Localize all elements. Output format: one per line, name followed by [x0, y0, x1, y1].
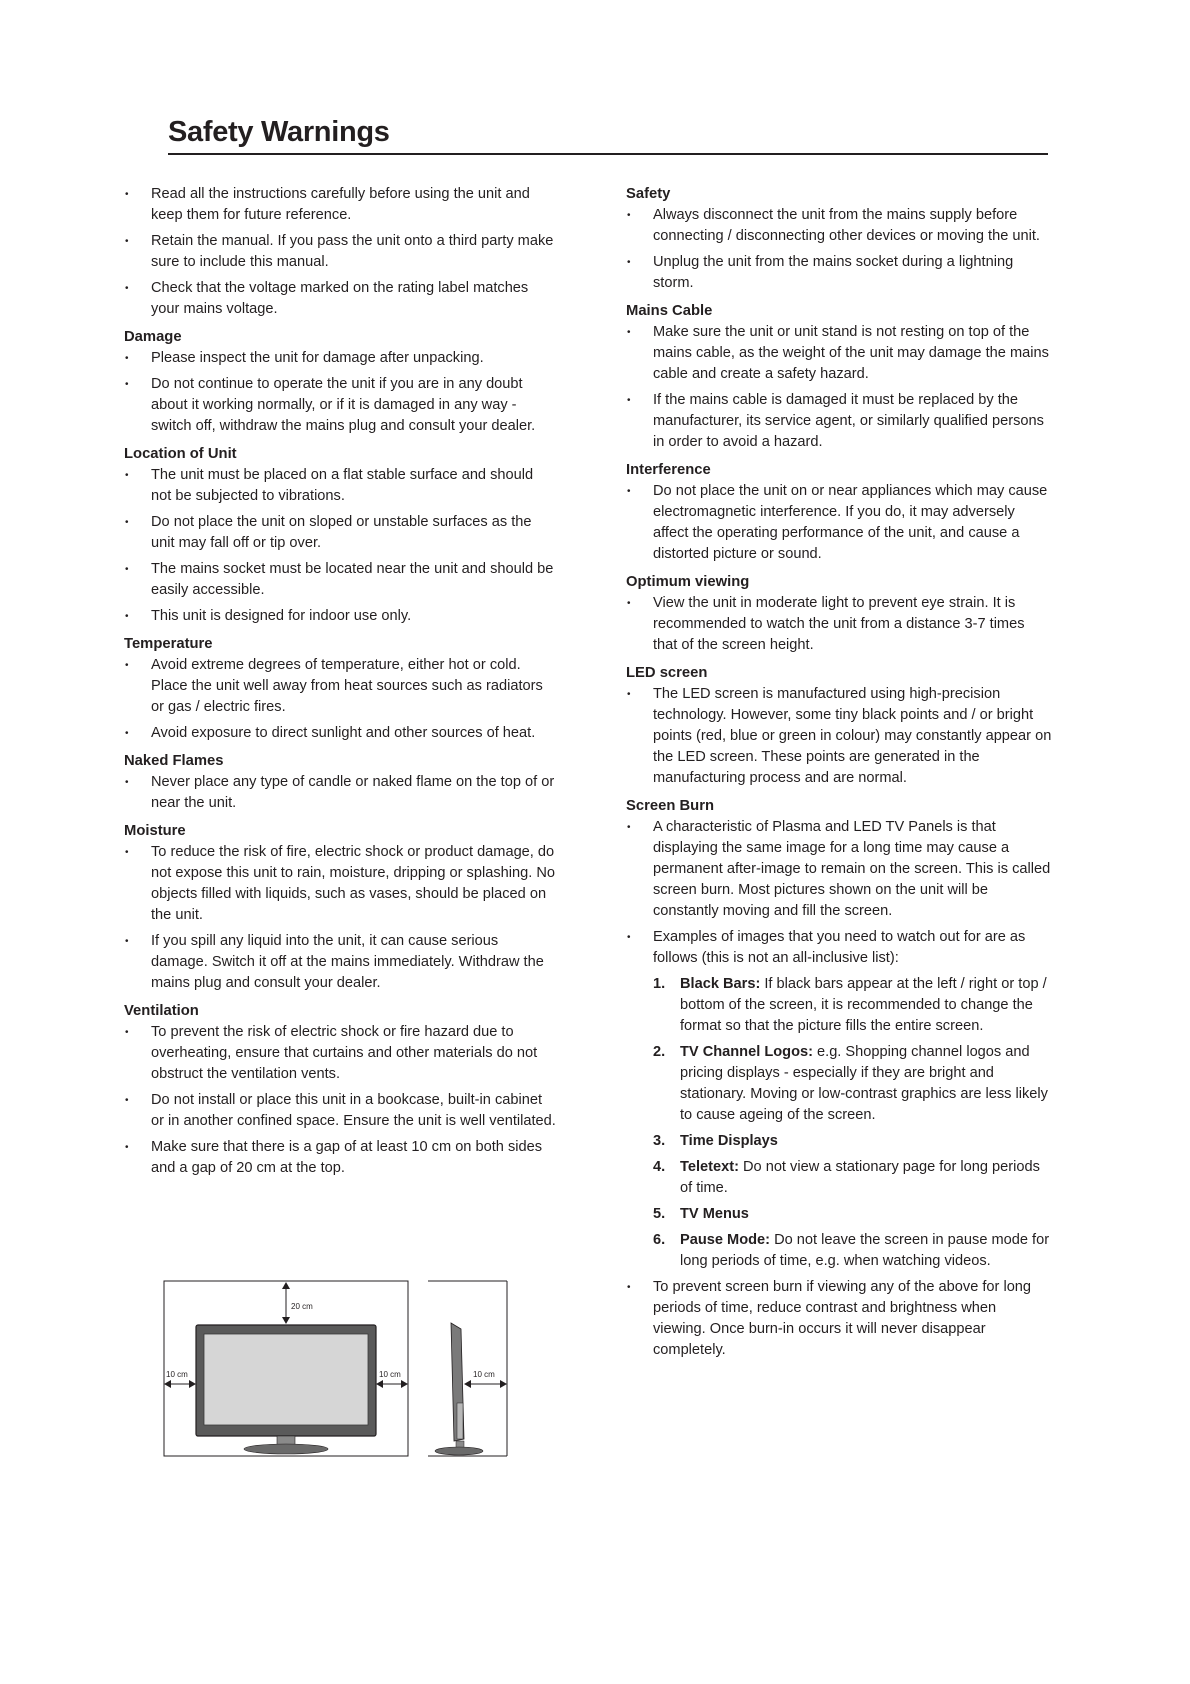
tv-side-ports [457, 1403, 463, 1439]
list-item: • The unit must be placed on a flat stable surface and should not be subjected to vibrations. [124, 465, 556, 507]
arrow-left-icon [376, 1380, 383, 1388]
list-item: • A characteristic of Plasma and LED TV Panels is that displaying the same image for a long time may cause a permanent after-image to remain on the screen. This is called screen burn. Most pictures shown on the unit will be constantly moving and fill the screen. [626, 817, 1052, 922]
list-item: • Please inspect the unit for damage after unpacking. [124, 348, 556, 369]
item-number: 5. [653, 1206, 666, 1222]
item-text: Do not leave the screen in pause mode for long periods of time, e.g. when watching videos. [680, 1232, 1050, 1269]
list-item: • Unplug the unit from the mains socket during a lightning storm. [626, 252, 1052, 294]
section-screen-burn [626, 796, 1052, 1361]
right-gap-label: 10 cm [379, 1370, 401, 1379]
numbered-item [653, 1230, 1052, 1272]
arrow-down-icon [282, 1317, 290, 1324]
section-mains-cable [626, 301, 1052, 453]
item-number: 3. [653, 1133, 666, 1149]
arrow-right-icon [500, 1380, 507, 1388]
section-ventilation [124, 1001, 556, 1179]
screen-burn-examples [653, 974, 1052, 1272]
section-heading: Safety [626, 186, 671, 202]
section-heading: Naked Flames [124, 753, 224, 769]
list-item: • Do not place the unit on or near appliances which may cause electromagnetic interference. If you do, it may adversely affect the operating performance of the unit, and cause a distorted picture or sound. [626, 481, 1052, 565]
section-heading: LED screen [626, 665, 708, 681]
list-item: • The mains socket must be located near the unit and should be easily accessible. [124, 559, 556, 601]
section-location-of-unit [124, 444, 556, 627]
title-divider [168, 153, 1048, 155]
list-item: • Never place any type of candle or naked flame on the top of or near the unit. [124, 772, 556, 814]
section-heading: Damage [124, 329, 182, 345]
section-naked-flames [124, 751, 556, 814]
list-item: • Read all the instructions carefully before using the unit and keep them for future reference. [124, 184, 556, 226]
list-item-text: Examples of images that you need to watch out for are as follows (this is not an all-inclusive list): [653, 929, 1026, 966]
section-heading: Interference [626, 462, 711, 478]
ventilation-clearance-diagram [160, 1279, 520, 1461]
list-item: • Do not continue to operate the unit if you are in any doubt about it working normally, or if it is damaged in any way - switch off, withdraw the mains plug and consult your dealer. [124, 374, 556, 437]
list-item: • To prevent screen burn if viewing any of the above for long periods of time, reduce contrast and brightness when viewing. Once burn-in occurs it will never disappear completely. [626, 1277, 1052, 1361]
page-title: Safety Warnings [168, 116, 390, 148]
section-heading: Ventilation [124, 1003, 199, 1019]
tv-stand-base [244, 1444, 328, 1454]
list-item: • If the mains cable is damaged it must be replaced by the manufacturer, its service agent, or similarly qualified persons in order to avoid a hazard. [626, 390, 1052, 453]
section-moisture [124, 821, 556, 994]
item-number: 4. [653, 1159, 666, 1175]
section-optimum-viewing [626, 572, 1052, 656]
list-item: • To reduce the risk of fire, electric shock or product damage, do not expose this unit to rain, moisture, dripping or splashing. No objects filled with liquids, such as vases, should be placed on the unit. [124, 842, 556, 926]
arrow-left-icon [164, 1380, 171, 1388]
item-label: Teletext: [680, 1159, 739, 1175]
left-gap-label: 10 cm [166, 1370, 188, 1379]
section-heading: Moisture [124, 823, 186, 839]
numbered-item [653, 1204, 1052, 1225]
item-number: 1. [653, 976, 666, 992]
list-item: • Make sure that there is a gap of at least 10 cm on both sides and a gap of 20 cm at the top. [124, 1137, 556, 1179]
numbered-item [653, 974, 1052, 1037]
item-label: Black Bars: [680, 976, 761, 992]
section-heading: Location of Unit [124, 446, 237, 462]
numbered-item [653, 1131, 1052, 1152]
numbered-item [653, 1157, 1052, 1199]
item-text: Do not view a stationary page for long periods of time. [680, 1159, 1040, 1196]
arrow-right-icon [401, 1380, 408, 1388]
list-item: • View the unit in moderate light to prevent eye strain. It is recommended to watch the unit from a distance 3-7 times that of the screen height. [626, 593, 1052, 656]
list-item: • If you spill any liquid into the unit, it can cause serious damage. Switch it off at the mains immediately. Withdraw the mains plug and consult your dealer. [124, 931, 556, 994]
section-led-screen [626, 663, 1052, 789]
item-label: TV Menus [680, 1206, 749, 1222]
list-item: • Avoid exposure to direct sunlight and other sources of heat. [124, 723, 556, 744]
section-heading: Optimum viewing [626, 574, 750, 590]
list-item: • Do not place the unit on sloped or unstable surfaces as the unit may fall off or tip over. [124, 512, 556, 554]
list-item: • This unit is designed for indoor use only. [124, 606, 556, 627]
item-label: Time Displays [680, 1133, 778, 1149]
list-item: • Make sure the unit or unit stand is not resting on top of the mains cable, as the weight of the unit may damage the mains cable and create a safety hazard. [626, 322, 1052, 385]
section-damage [124, 327, 556, 437]
intro-list [124, 184, 556, 320]
list-item: • Always disconnect the unit from the mains supply before connecting / disconnecting other devices or moving the unit. [626, 205, 1052, 247]
list-item: • Check that the voltage marked on the rating label matches your mains voltage. [124, 278, 556, 320]
right-column [626, 184, 1052, 1361]
tv-front-screen [204, 1334, 368, 1425]
item-label: Pause Mode: [680, 1232, 771, 1248]
list-item: • Avoid extreme degrees of temperature, either hot or cold. Place the unit well away from heat sources such as radiators or gas / electric fires. [124, 655, 556, 718]
side-gap-label: 10 cm [473, 1370, 495, 1379]
left-column [124, 184, 556, 1179]
arrow-left-icon [464, 1380, 471, 1388]
arrow-up-icon [282, 1282, 290, 1289]
section-temperature [124, 634, 556, 744]
item-text: If black bars appear at the left / right or top / bottom of the screen, it is recommended to change the format so that the picture fills the entire screen. [680, 976, 1047, 1034]
list-item: • Retain the manual. If you pass the unit onto a third party make sure to include this manual. [124, 231, 556, 273]
top-gap-label: 20 cm [291, 1302, 313, 1311]
list-item: • The LED screen is manufactured using high-precision technology. However, some tiny black points and / or bright points (red, blue or green in colour) may constantly appear on the LED screen. These points are generated in the manufacturing process and are normal. [626, 684, 1052, 789]
list-item [626, 927, 1052, 1272]
section-safety [626, 184, 1052, 294]
section-interference [626, 460, 1052, 565]
item-text: e.g. Shopping channel logos and pricing displays - especially if they are bright and stationary. Moving or low-contrast graphics are less likely to cause ageing of the screen. [680, 1044, 1048, 1123]
item-label: TV Channel Logos: [680, 1044, 813, 1060]
list-item: • Do not install or place this unit in a bookcase, built-in cabinet or in another confined space. Ensure the unit is well ventilated. [124, 1090, 556, 1132]
list-item: • To prevent the risk of electric shock or fire hazard due to overheating, ensure that curtains and other materials do not obstruct the ventilation vents. [124, 1022, 556, 1085]
item-number: 2. [653, 1044, 666, 1060]
section-heading: Temperature [124, 636, 213, 652]
section-heading: Screen Burn [626, 798, 714, 814]
numbered-item [653, 1042, 1052, 1126]
item-number: 6. [653, 1232, 666, 1248]
arrow-right-icon [189, 1380, 196, 1388]
section-heading: Mains Cable [626, 303, 713, 319]
tv-side-stand-base [435, 1447, 483, 1455]
